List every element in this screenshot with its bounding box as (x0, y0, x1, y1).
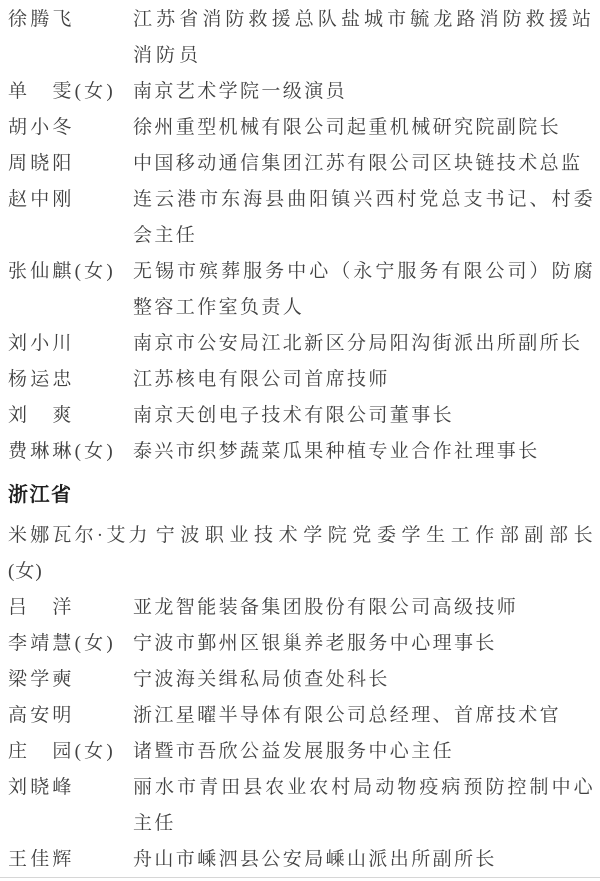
person-title: 丽水市青田县农业农村局动物疫病预防控制中心主任 (133, 777, 595, 834)
person-title: 徐州重型机械有限公司起重机械研究院副院长 (133, 117, 562, 138)
person-title: 宁波职业技术学院党委学生工作部副部长 (155, 525, 595, 546)
province-heading: 浙江省 (8, 484, 73, 506)
person-name: 单 雯(女) (8, 81, 116, 102)
person-title: 宁波海关缉私局侦查处科长 (133, 669, 390, 690)
person-title: 连云港市东海县曲阳镇兴西村党总支书记、村委会主任 (133, 189, 595, 246)
list-entry (8, 734, 595, 770)
person-name: 费琳琳(女) (8, 441, 116, 462)
person-gender-note: (女) (8, 561, 43, 582)
person-name: 高安明 (8, 705, 75, 726)
person-title: 南京天创电子技术有限公司董事长 (133, 405, 455, 426)
page-bottom-divider (0, 877, 600, 878)
person-title: 南京市公安局江北新区分局阳沟街派出所副所长 (133, 333, 583, 354)
person-title: 南京艺术学院一级演员 (133, 81, 348, 102)
person-title: 诸暨市吾欣公益发展服务中心主任 (133, 741, 455, 762)
person-name: 庄 园(女) (8, 741, 116, 762)
list-entry (8, 2, 595, 74)
person-name: 梁学奭 (8, 669, 75, 690)
person-name: 李靖慧(女) (8, 633, 116, 654)
list-entry (8, 842, 595, 878)
list-entry (8, 110, 595, 146)
list-entry (8, 398, 595, 434)
list-entry (8, 698, 595, 734)
list-entry (8, 434, 595, 470)
person-title: 宁波市鄞州区银巢养老服务中心理事长 (133, 633, 497, 654)
person-title: 江苏核电有限公司首席技师 (133, 369, 390, 390)
list-entry (8, 626, 595, 662)
person-name: 赵中刚 (8, 189, 75, 210)
person-name: 米娜瓦尔·艾力 (8, 525, 151, 546)
list-entry (8, 590, 595, 626)
person-title: 浙江星曜半导体有限公司总经理、首席技术官 (133, 705, 562, 726)
list-entry (8, 518, 595, 590)
list-entry (8, 74, 595, 110)
person-title: 舟山市嵊泗县公安局嵊山派出所副所长 (133, 849, 497, 870)
list-entry (8, 770, 595, 842)
person-name: 王佳辉 (8, 849, 75, 870)
list-entry (8, 146, 595, 182)
person-title: 亚龙智能装备集团股份有限公司高级技师 (133, 597, 519, 618)
list-entry (8, 362, 595, 398)
person-name: 刘 爽 (8, 405, 75, 426)
list-entry (8, 662, 595, 698)
person-name: 杨运忠 (8, 369, 75, 390)
person-name: 刘小川 (8, 333, 75, 354)
person-title: 中国移动通信集团江苏有限公司区块链技术总监 (133, 153, 583, 174)
person-name: 周晓阳 (8, 153, 75, 174)
person-title: 泰兴市织梦蔬菜瓜果种植专业合作社理事长 (133, 441, 540, 462)
person-name: 吕 洋 (8, 597, 75, 618)
person-title: 江苏省消防救援总队盐城市毓龙路消防救援站消防员 (133, 9, 595, 66)
list-entry (8, 326, 595, 362)
list-entry (8, 182, 595, 254)
person-name: 徐腾飞 (8, 9, 75, 30)
person-title: 无锡市殡葬服务中心（永宁服务有限公司）防腐整容工作室负责人 (133, 261, 595, 318)
list-entry (8, 254, 595, 326)
person-name: 胡小冬 (8, 117, 75, 138)
person-name: 张仙麒(女) (8, 261, 116, 282)
person-name: 刘晓峰 (8, 777, 75, 798)
